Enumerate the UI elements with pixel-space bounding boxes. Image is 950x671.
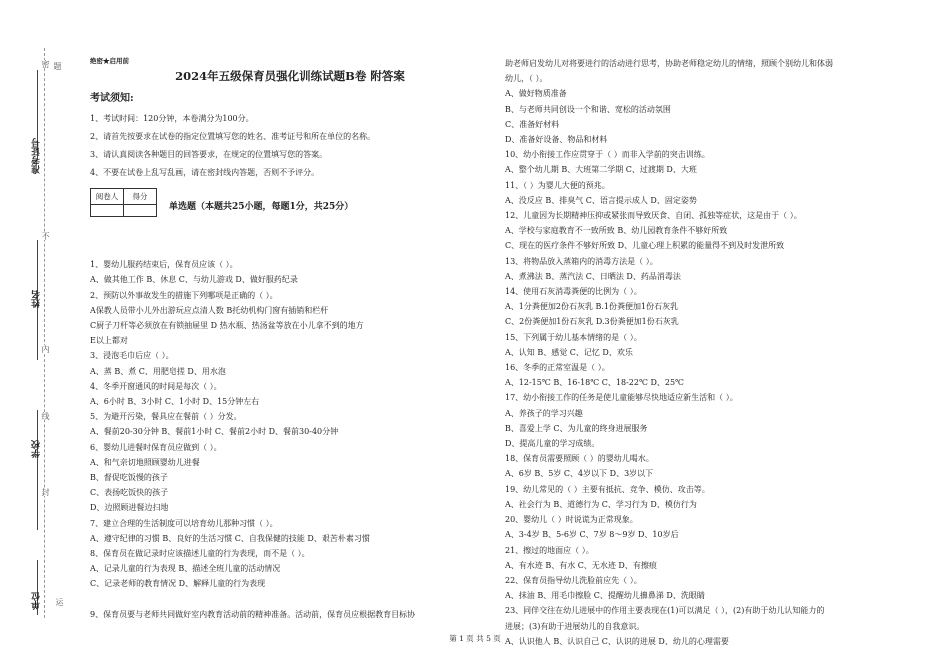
question-line: 23、同伴交往在幼儿进展中的作用主要表现在(1)可以满足（ ），(2)有助于幼儿认知能力的: [505, 606, 825, 616]
name-label: 姓名: [32, 290, 42, 308]
question-line: 18、保育员需要照顾（ ）的婴幼儿喝水。: [505, 454, 654, 464]
seal-char-feng: 封: [41, 488, 50, 496]
question-line: B、喜爱上学 C、为儿童的终身进展服务: [505, 423, 648, 433]
question-line: [90, 592, 490, 607]
question-line: A、学校与家庭教育不一致所致 B、幼儿园教育条件不够好所致: [505, 226, 728, 236]
question-line: A、做其他工作 B、休息 C、与幼儿游戏 D、做好服药纪录: [90, 275, 298, 285]
question-line: A、1分粪便加2份石灰乳 B.1份粪便加1份石灰乳: [505, 302, 679, 312]
question-line: A、12-15℃ B、16-18℃ C、18-22℃ D、25℃: [505, 378, 684, 388]
question-line: A、餐前20-30分钟 B、餐前1小时 C、餐前2小时 D、餐前30-40分钟: [90, 427, 339, 437]
question-line: A、认知 B、感觉 C、记忆 D、欢乐: [505, 347, 633, 357]
question-line: A、3-4岁 B、5-6岁 C、7岁 8～9岁 D、10岁后: [505, 530, 679, 540]
question-line: C、准备好材料: [505, 119, 560, 129]
question-line: A、养孩子的学习兴趣: [505, 408, 583, 418]
question-line: 8、保育员在做记录时应该描述儿童的行为表现，而不是（ ）。: [90, 549, 310, 559]
question-line: 19、幼儿常见的（ ）主要有抵抗、竞争、模仿、攻击等。: [505, 484, 710, 494]
question-line: C、表扬吃饭快的孩子: [90, 488, 169, 498]
question-line: A保教人员带小儿外出游玩应点清人数 B托幼机构门窗有插销和栏杆: [90, 305, 329, 315]
question-line: 12、儿童因为长期精神压抑或紧张而导致厌食、自闭、孤独等症状，这是由于（ ）。: [505, 211, 802, 221]
question-line: 10、幼小衔接工作应贯穿于（ ）而非入学前的突击训练。: [505, 150, 710, 160]
section-title: 单选题（本题共25小题，每题1分，共25分）: [169, 202, 354, 212]
question-line: A、认识他人 B、认识自己 C、认识的进展 D、幼儿的心理需要: [505, 636, 729, 646]
question-line: 13、将物品放入蒸箱内的消毒方法是（ ）。: [505, 256, 658, 266]
notice-rule: 1、考试时间：120分钟，本卷满分为100分。: [90, 114, 254, 123]
question-line: 21、擦过的地面应（ ）。: [505, 545, 594, 555]
question-line: 11、（ ）为婴儿大便的预兆。: [505, 180, 610, 190]
question-line: A、蒸 B、煮 C、用肥皂搓 D、用水泡: [90, 366, 226, 376]
binding-dashed-line: [44, 48, 45, 618]
question-line: A、整个幼儿期 B、大班第二学期 C、过渡期 D、大班: [505, 165, 697, 175]
score-cell[interactable]: [124, 205, 157, 217]
question-line: A、和气亲切地照顾婴幼儿进餐: [90, 457, 200, 467]
seal-char-bu: 不: [41, 232, 50, 240]
score-header: 得分: [124, 189, 157, 205]
question-line: C厨子刀杆等必须放在有锁抽屉里 D 热水瓶、热汤盆等放在小儿拿不到的地方: [90, 321, 364, 331]
notice-rule: 4、不要在试卷上乱写乱画，请在密封线内答题，否则不予评分。: [90, 168, 320, 177]
unit-label: 单位: [32, 592, 42, 610]
question-line: A、社会行为 B、道德行为 C、学习行为 D、模仿行为: [505, 499, 697, 509]
question-line: E以上都对: [90, 336, 128, 346]
question-line: C、记录老师的教育情况 D、解释儿童的行为表现: [90, 579, 266, 589]
seal-char-mi: 密: [41, 60, 50, 68]
notice-heading: 考试须知:: [90, 93, 134, 104]
question-line: 1、婴幼儿服药结束后，保育员应该（ ）。: [90, 260, 238, 270]
question-line: 助老师启发幼儿对将要进行的活动进行思考，协助老师稳定幼儿的情绪，照顾个别幼儿和体弱: [505, 59, 833, 68]
question-line: 15、下列属于幼儿基本情绪的是（ ）。: [505, 332, 642, 342]
question-line: B、与老师共同创设一个和谐、宽松的活动氛围: [505, 104, 671, 114]
question-line: A、煮沸法 B、蒸汽法 C、日晒法 D、药品消毒法: [505, 271, 681, 281]
question-line: B、督促吃饭慢的孩子: [90, 473, 168, 483]
notice-rule: 3、请认真阅读各种题目的回答要求，在规定的位置填写您的答案。: [90, 150, 328, 159]
question-line: 22、保育员指导幼儿洗脸前应先（ ）。: [505, 575, 642, 585]
question-line: D、准备好设备、物品和材料: [505, 135, 608, 145]
question-line: 6、婴幼儿进餐时保育员应做到（ ）。: [90, 442, 222, 452]
exam-title: 2024年五级保育员强化训练试题B卷 附答案: [175, 69, 405, 83]
question-line: 进展；(3)有助于进展幼儿的自我意识。: [505, 621, 645, 631]
question-line: 7、建立合理的生活制度可以培育幼儿那种习惯（ ）。: [90, 518, 278, 528]
question-line: 4、冬季开窗通风的时间是每次（ ）。: [90, 381, 222, 391]
reviewer-cell[interactable]: [91, 205, 124, 217]
question-line: A、抹油 B、用毛巾擦脸 C、提醒幼儿擤鼻涕 D、洗眼睛: [505, 591, 705, 601]
question-line: A、遵守纪律的习惯 B、良好的生活习惯 C、自我保健的技能 D、艰苦朴素习惯: [90, 533, 370, 543]
question-line: A、6岁 B、5岁 C、4岁以下 D、3岁以下: [505, 469, 654, 479]
score-table: [90, 188, 157, 217]
question-line: A、做好物质准备: [505, 89, 567, 99]
candidate-number-label: 准考证号: [32, 138, 42, 174]
question-line: A、记录儿童的行为表现 B、描述全班儿童的活动情况: [90, 564, 281, 574]
seal-char-xian: 线: [41, 412, 50, 420]
question-line: A、没反应 B、排臭气 C、语言提示成人 D、固定姿势: [505, 195, 697, 205]
question-line: 16、冬季的正常室温是（ ）。: [505, 363, 610, 373]
question-line: D、提高儿童的学习成绩。: [505, 439, 600, 449]
question-line: C、2份粪便加1份石灰乳 D.3份粪便加1份石灰乳: [505, 317, 679, 327]
seal-char-nei: 内: [41, 345, 50, 353]
right-column: [505, 56, 925, 649]
page-footer: 第 1 页 共 5 页: [449, 634, 501, 643]
left-question-list: [90, 257, 490, 622]
left-column: [90, 56, 490, 622]
school-field-line: [37, 410, 38, 530]
question-line: 幼儿，（ ）。: [505, 74, 548, 84]
question-line: 14、使用石灰消毒粪便的比例为（ ）。: [505, 287, 642, 297]
secret-label: 绝密★启用前: [90, 57, 129, 65]
question-line: 9、保育员要与老师共同做好室内教育活动前的精神准备。活动前，保育员应根据教育目标协: [90, 609, 416, 619]
notice-rule: 2、请首先按要求在试卷的指定位置填写您的姓名、准考证号和所在单位的名称。: [90, 132, 376, 141]
question-line: 17、幼小衔接工作的任务是使儿童能够尽快地适应新生活和（ ）。: [505, 393, 738, 403]
reviewer-header: 阅卷人: [91, 189, 124, 205]
corner-char-left: 运: [55, 598, 64, 606]
question-line: 5、为避开污染，餐具应在餐前（ ）分发。: [90, 412, 242, 422]
question-line: 20、婴幼儿（ ）时说谎为正常现象。: [505, 515, 638, 525]
question-line: 3、浸泡毛巾后应（ ）。: [90, 351, 174, 361]
question-line: A、有水迹 B、有水 C、无水迹 D、有擦痕: [505, 560, 657, 570]
question-line: 2、预防以外事故发生的措施下列哪项是正确的（ ）。: [90, 290, 278, 300]
question-line: C、现在的医疗条件不够好所致 D、儿童心理上积累的能量得不到及时发泄所致: [505, 241, 785, 251]
question-line: D、边照顾进餐边扫地: [90, 503, 169, 513]
question-line: A、6小时 B、3小时 C、1小时 D、15分钟左右: [90, 397, 260, 407]
corner-char-right: 题: [53, 62, 62, 70]
school-label: 学校: [32, 440, 42, 458]
score-area: [90, 188, 490, 217]
right-question-list: [505, 56, 925, 649]
